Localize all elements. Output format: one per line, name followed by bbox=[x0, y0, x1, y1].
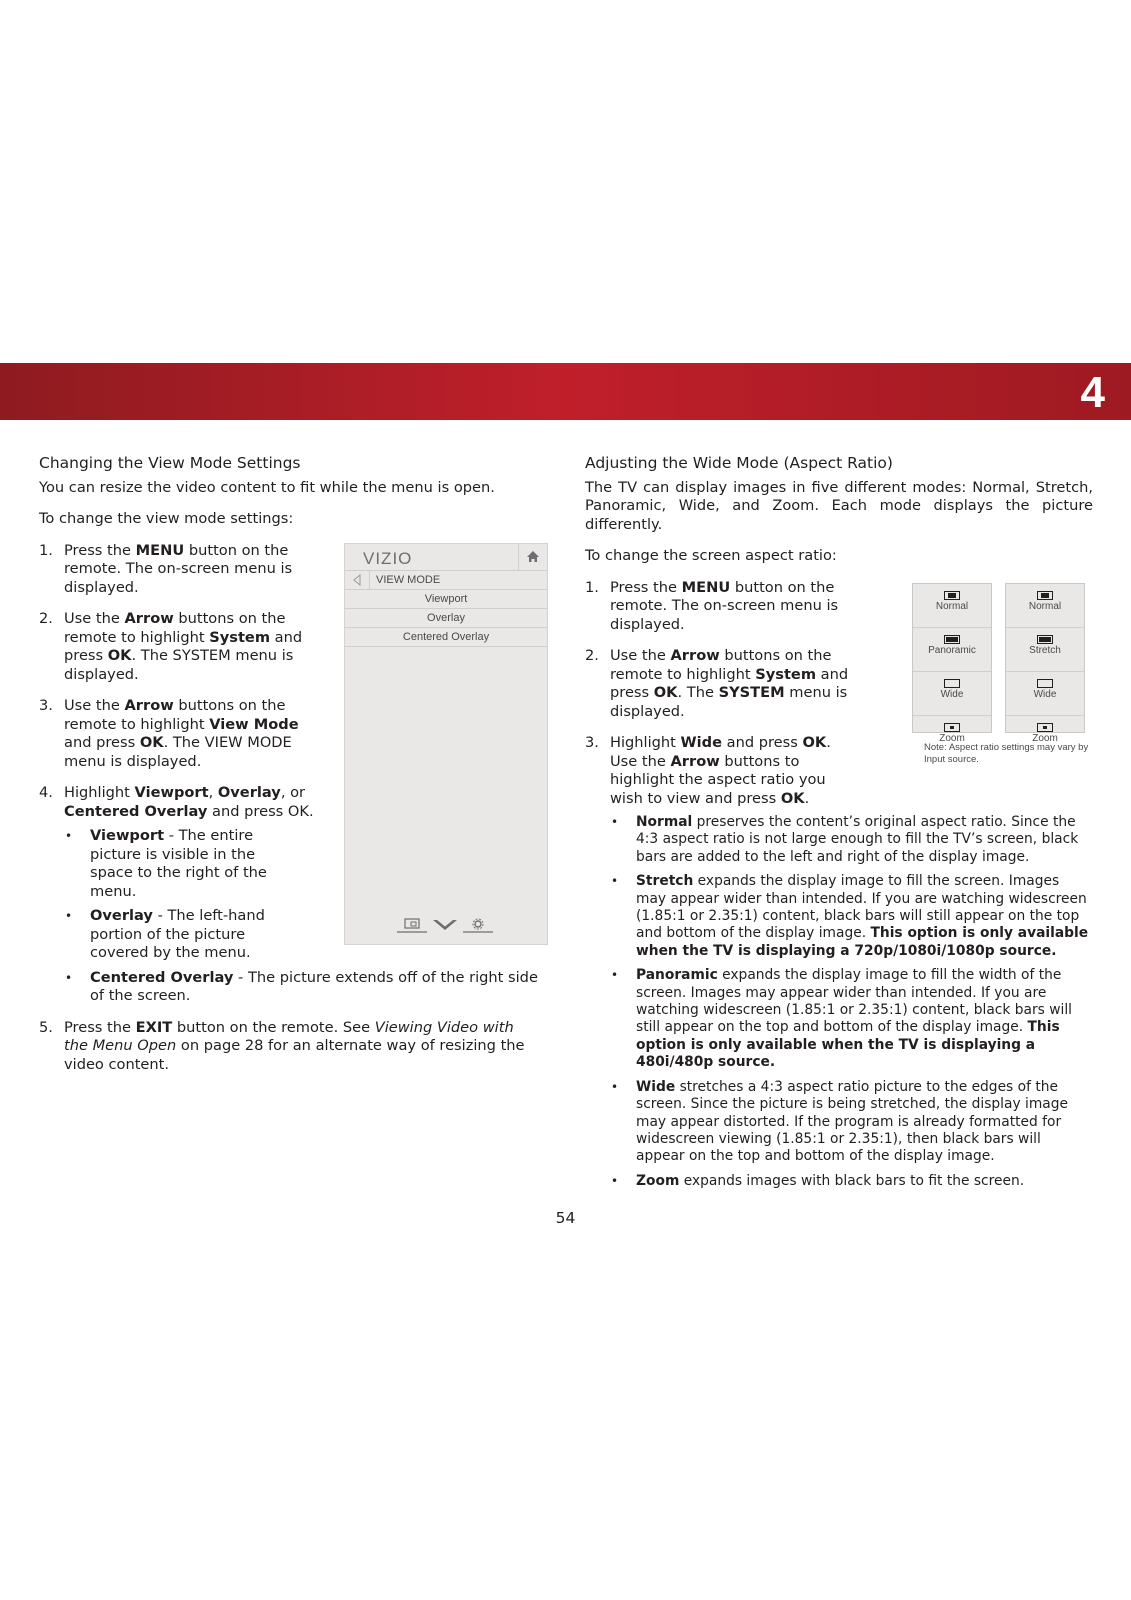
vizio-logo: VIZIO bbox=[363, 549, 413, 568]
section-heading-right: Adjusting the Wide Mode (Aspect Ratio) bbox=[585, 454, 893, 472]
step-4: 4. Highlight Viewport, Overlay, or Centered Overlay and press OK. • Viewport - The entire picture is visible in the space to the right of the menu. • Overlay - The left-hand portion of the picture covered by the menu. • Centered Overlay - The picture extends off of the right side of the screen. bbox=[39, 784, 549, 1006]
lead-text: To change the view mode settings: bbox=[39, 510, 294, 527]
intro-text-right: The TV can display images in five different modes: Normal, Stretch, Panoramic, Wide, and Zoom. Each mode displays the picture differently. bbox=[585, 478, 1093, 533]
aspect-cell[interactable]: Panoramic bbox=[913, 635, 991, 672]
menu-title: VIEW MODE bbox=[376, 574, 441, 586]
page-number: 54 bbox=[555, 1209, 576, 1227]
step-2-right: 2. Use the Arrow buttons on the remote to highlight System and press OK. The SYSTEM menu is displayed. bbox=[585, 647, 849, 720]
step-3-right: 3. Highlight Wide and press OK. Use the Arrow buttons to highlight the aspect ratio you wish to view and press OK. • Normal preserves the content’s original aspect ratio. Since the 4:3 aspect ratio is not large enough to fill the TV’s screen, black bars are added to the left and right of the display image. • Stretch expands the display image to fill the screen. Images may appear wider than intended. If you are watching widescreen (1.85:1 or 2.35:1) content, black bars will still appear on the top and bottom of the display image. This option is only available when the TV is displaying a 720p/1080i/1080p source. • Panoramic expands the display image to fill the width of the screen. Images may appear wider than intended. If you are watching widescreen (1.85:1 or 2.35:1) content, black bars will still appear on the top and bottom of the display image. This option is only available when the TV is displaying a 480i/480p source. • Wide stretches a 4:3 aspect ratio picture to the edges of the screen. Since the picture is being stretched, the display image may appear distorted. If the program is already formatted for widescreen viewing (1.85:1 or 2.35:1), then black bars will appear on the top and bottom of the display image. • Zoom expands images with black bars to fit the screen. bbox=[585, 734, 1093, 1190]
input-icon bbox=[397, 919, 427, 932]
aspect-cell[interactable]: Zoom bbox=[913, 723, 991, 759]
aspect-cell[interactable]: Zoom bbox=[1006, 723, 1084, 759]
vizio-v-icon bbox=[433, 920, 457, 930]
bullet-panoramic: • Panoramic expands the display image to fill the width of the screen. Images may appear wider than intended. If you are watching widescreen (1.85:1 or 2.35:1) content, black bars will still appear on the top and bottom of the display image. This option is only available when the TV is displaying a 480i/480p source. bbox=[610, 967, 1093, 1071]
menu-title-row bbox=[345, 571, 547, 590]
intro-text: You can resize the video content to fit while the menu is open. bbox=[39, 478, 495, 496]
menu-item-viewport[interactable]: Viewport bbox=[345, 590, 547, 609]
step-3: 3. Use the Arrow buttons on the remote to highlight View Mode and press OK. The VIEW MODE menu is displayed. bbox=[39, 697, 299, 770]
aspect-cell[interactable]: Stretch bbox=[1006, 635, 1084, 672]
aspect-grid-b bbox=[1005, 583, 1085, 744]
aspect-cell[interactable]: Wide bbox=[1006, 679, 1084, 716]
aspect-cell[interactable]: Wide bbox=[913, 679, 991, 716]
bullet-wide: • Wide stretches a 4:3 aspect ratio picture to the edges of the screen. Since the picture is being stretched, the display image may appear distorted. If the program is already formatted for widescreen viewing (1.85:1 or 2.35:1), then black bars will appear on the top and bottom of the display image. bbox=[610, 1079, 1093, 1166]
step-1-right: 1. Press the MENU button on the remote. The on-screen menu is displayed. bbox=[585, 578, 839, 633]
view-mode-menu-screenshot bbox=[344, 543, 548, 945]
bullet-viewport: • Viewport - The entire picture is visible in the space to the right of the menu. bbox=[64, 827, 290, 901]
aspect-cell[interactable]: Normal bbox=[913, 591, 991, 628]
menu-bottom-icons bbox=[395, 916, 495, 934]
aspect-grid-a bbox=[912, 583, 992, 744]
home-icon bbox=[518, 544, 547, 570]
bullet-normal: • Normal preserves the content’s original aspect ratio. Since the 4:3 aspect ratio is not large enough to fill the TV’s screen, black bars are added to the left and right of the display image. bbox=[610, 814, 1093, 866]
aspect-note: Note: Aspect ratio settings may vary by Input source. bbox=[924, 742, 1089, 765]
bullet-centered-overlay: • Centered Overlay - The picture extends off of the right side of the screen. bbox=[64, 969, 550, 1006]
section-heading: Changing the View Mode Settings bbox=[39, 454, 301, 472]
menu-item-centered-overlay[interactable]: Centered Overlay bbox=[345, 628, 547, 647]
lead-text-right: To change the screen aspect ratio: bbox=[585, 547, 837, 564]
aspect-ratio-options bbox=[610, 814, 1093, 1190]
right-column bbox=[585, 454, 1093, 1197]
chapter-number: 4 bbox=[1080, 368, 1105, 417]
chapter-banner bbox=[0, 363, 1131, 420]
bullet-stretch: • Stretch expands the display image to fill the screen. Images may appear wider than intended. If you are watching widescreen (1.85:1 or 2.35:1) content, black bars will still appear on the top and bottom of the display image. This option is only available when the TV is displaying a 720p/1080i/1080p source. bbox=[610, 873, 1093, 960]
aspect-cell[interactable]: Normal bbox=[1006, 591, 1084, 628]
menu-item-overlay[interactable]: Overlay bbox=[345, 609, 547, 628]
step-5: 5. Press the EXIT button on the remote. See Viewing Video with the Menu Open on page 28 for an alternate way of resizing the video content. bbox=[39, 1018, 525, 1073]
gear-icon bbox=[463, 919, 493, 932]
step-2: 2. Use the Arrow buttons on the remote to highlight System and press OK. The SYSTEM menu is displayed. bbox=[39, 610, 303, 683]
bullet-overlay: • Overlay - The left-hand portion of the picture covered by the menu. bbox=[64, 907, 290, 963]
step-1: 1. Press the MENU button on the remote. The on-screen menu is displayed. bbox=[39, 541, 293, 596]
bullet-zoom: • Zoom expands images with black bars to fit the screen. bbox=[610, 1173, 1093, 1190]
back-arrow-icon bbox=[345, 571, 370, 589]
